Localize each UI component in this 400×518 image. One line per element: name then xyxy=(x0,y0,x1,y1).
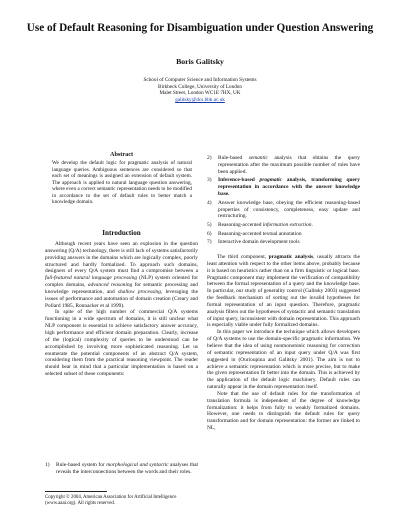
list-item-text xyxy=(56,462,198,476)
emphasized-text: shallow processing xyxy=(117,288,161,295)
text-run: The third component, xyxy=(217,254,269,260)
list-item-text xyxy=(218,155,360,176)
list-item-text xyxy=(218,200,360,221)
text-run: Answer knowledge base, obeying the efficient reasoning-based properties of consistency, completeness, easy update and restructuring. xyxy=(218,199,360,220)
list-item xyxy=(207,200,360,221)
introduction-heading: Introduction xyxy=(102,229,141,237)
text-run: , leveraging the issues of performance and automation of domain creation (Creary and Pollard 1985, Ronnacker et al 1999). xyxy=(45,288,198,309)
list-item-number: 2) xyxy=(207,155,212,161)
list-item xyxy=(207,177,360,198)
list-item-text xyxy=(218,231,360,238)
affiliation-line: Malet Street, London WC1E 7HX, UK xyxy=(159,90,241,97)
text-run: (NLP) system oriented for complex domains, xyxy=(45,275,198,289)
list-item xyxy=(45,462,198,476)
emphasized-text: Inference-based xyxy=(218,177,260,184)
list-item-number: 6) xyxy=(207,230,212,237)
text-run: Note that the use of default rules for the transformation of translation formula is independent of the degree of knowledge formalization: it helps from fully to weakly formalized domains. However, one needs to distinguish the default rules for query transformation and for domain representation: the former are linked to NL, xyxy=(207,390,360,432)
text-run: Reasoning-accented textual annotation xyxy=(218,230,302,237)
text-run: Reasoning-accented xyxy=(218,221,263,228)
text-run: Rule-based xyxy=(218,155,249,161)
text-run: In spite of the high number of commercial Q/A systems functioning in a wide spectrum of domains, it is still unclear what NLP component is essential to achieve satisfactory answer accuracy, high performance and efficient domain preparation. Clearly, increase of the (logical) complexity of queries to be understood can be accomplished by involving more sophisticated reasoning. Let us enumerate the potential components of an abstract Q/A system, considering them from the practical reasoning viewpoint. The reader should bear in mind that a particular implementation is based on a selected subset of these components: xyxy=(45,309,198,378)
list-item-number: 7) xyxy=(207,239,212,246)
text-run: analyses that reveals the interconnections between the words and their roles. xyxy=(56,462,198,475)
emphasized-text: morphological and syntactic xyxy=(106,462,169,468)
author-email-link[interactable]: galitsky@dcs.bbk.ac.uk xyxy=(175,97,225,104)
body-paragraph xyxy=(207,254,360,329)
right-column-body xyxy=(207,254,360,432)
abstract-heading: Abstract xyxy=(109,151,134,158)
emphasized-text: analysis, transforming query representation in accordance with the answer knowledge base. xyxy=(218,177,360,198)
emphasized-text: advanced reasoning xyxy=(87,282,133,289)
component-list-right xyxy=(207,155,360,248)
emphasized-text: semantic xyxy=(248,155,268,161)
affiliation-line: School of Computer Science and Information Systems xyxy=(143,77,257,83)
paper-title: Use of Default Reasoning for Disambiguation under Question Answering xyxy=(26,22,374,34)
text-run: . xyxy=(311,221,313,228)
text-run: In this paper we introduce the technique which allows developers of Q/A systems to use the domain-specific pragmatic information. We believe that the idea of using nonmonotonic reasoning for correction of semantic representation of an input query under Q/A was first suggested in (Ourioupina and Galitsky 2001). The aim is not to achieve a semantic representation which is more precise, but to make the given representation fit better into the domain. This is achieved by the application of the default logic machinery. Default rules can naturally appear in the domain representation itself. xyxy=(207,329,360,391)
intro-paragraph xyxy=(45,241,198,309)
list-item-text xyxy=(218,177,360,198)
intro-paragraph xyxy=(45,309,198,377)
list-item-text xyxy=(218,222,360,229)
list-item xyxy=(207,239,360,246)
copyright-notice: Copyright © 2004, American Association for Artificial Intelligence (www.aaai.org). All rights reserved. xyxy=(45,495,177,506)
text-run: Rule-based system for xyxy=(56,462,107,468)
text-run: analysis that obtains the query representation after the maximum possible number of rules have been applied. xyxy=(218,155,360,175)
list-item xyxy=(207,155,360,176)
author-name: Boris Galitsky xyxy=(176,57,224,66)
footnote-divider xyxy=(45,491,107,492)
emphasized-text: pragmatic xyxy=(259,177,282,184)
text-run: , usually attracts the least attention with respect to the other items above, probably because it is based on heuristics rather than on a firm linguistic or logical base. Pragmatic component may implement the verification of compatibility between the formal representation of a query and the knowledge base. In particular, our study of generality control (Galitsky 2003) suggested the feedback mechanism of sorting out the invalid hypotheses for formal representation of an input question. Therefore, pragmatic analysis filters out the hypotheses of syntactic and semantic translation of input query, inconsistent with domain representation. This approach is especially viable under fully formalized domains. xyxy=(207,254,361,329)
introduction-body xyxy=(45,241,198,378)
abstract-text: We develop the default logic for pragmatic analysis of natural language queries. Ambiguous sentences are considered so that each set of meanings is assigned an extension of default system. The approach is applied to natural language question answering, where even a correct semantic representation needs to be modified in accordance to the set of default rules to better match a knowledge domain. xyxy=(52,160,192,206)
list-item xyxy=(207,222,360,229)
text-run: Although recent years have seen an explosion in the question answering (Q/A) technology, there is still lack of systems satisfactorily providing answers in the domains which are logically complex, poorly structured and hardly formalized. To approach such domains, designers of every Q/A system must find a compromise between a xyxy=(45,241,198,275)
affiliation-line: Birkbeck College, University of London xyxy=(158,83,242,90)
component-list-left xyxy=(45,462,198,477)
emphasized-text: full-featured natural language processing xyxy=(45,275,138,282)
emphasized-text: pragmatic analysis xyxy=(268,254,314,260)
list-item-number: 1) xyxy=(45,462,50,468)
list-item-number: 3) xyxy=(207,177,212,184)
affiliation-block xyxy=(10,77,390,104)
text-run: Interactive domain development tools xyxy=(218,239,300,246)
list-item-number: 5) xyxy=(207,221,212,228)
list-item xyxy=(207,231,360,238)
body-paragraph xyxy=(207,391,360,432)
text-run: for semantic processing and knowledge representation, and xyxy=(45,282,198,295)
body-paragraph xyxy=(207,329,360,391)
list-item-text xyxy=(218,239,360,246)
list-item-number: 4) xyxy=(207,199,212,206)
emphasized-text: information extraction xyxy=(262,221,312,228)
